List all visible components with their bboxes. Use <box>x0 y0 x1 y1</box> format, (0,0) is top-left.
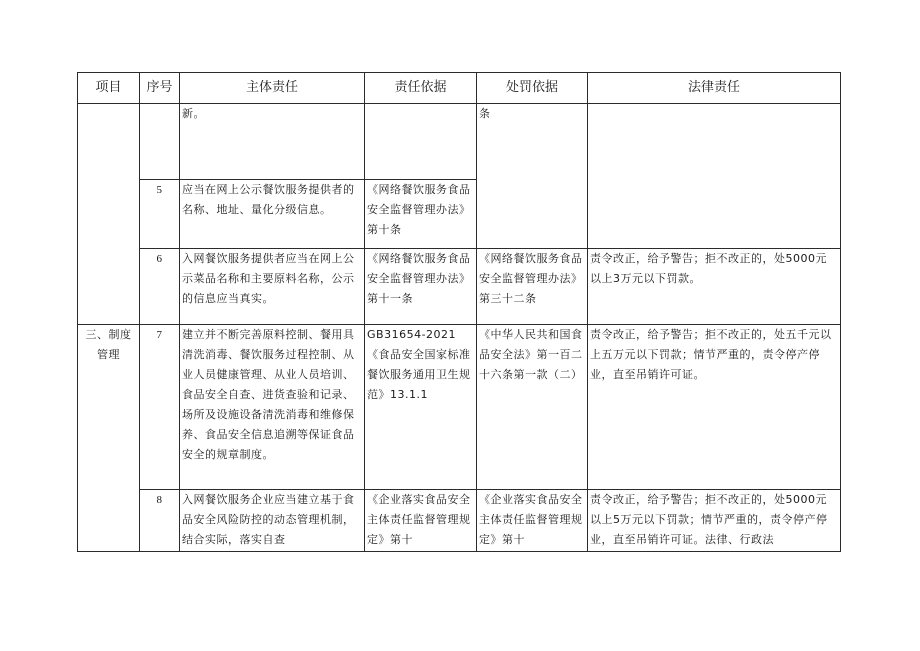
header-seq: 序号 <box>140 73 180 104</box>
basis-cell: 《网络餐饮服务食品安全监督管理办法》第十条 <box>365 180 477 249</box>
seq-cell: 5 <box>140 180 180 249</box>
table-row <box>78 325 841 490</box>
legal-cell: 责令改正，给予警告；拒不改正的，处5000元以上5万元以下罚款；情节严重的，责令停产停业，直至吊销许可证。法律、行政法 <box>588 490 841 552</box>
header-row <box>78 73 841 104</box>
responsibility-table <box>77 72 841 552</box>
penalty-cell: 条 <box>477 104 588 249</box>
table-row <box>78 490 841 552</box>
seq-cell: 8 <box>140 490 180 552</box>
seq-cell: 7 <box>140 325 180 490</box>
main-responsibility-cell: 入网餐饮服务提供者应当在网上公示菜品名称和主要原料名称，公示的信息应当真实。 <box>180 249 365 325</box>
legal-cell: 责令改正，给予警告；拒不改正的，处5000元以上3万元以下罚款。 <box>588 249 841 325</box>
item-cell <box>78 104 140 325</box>
legal-cell: 责令改正，给予警告；拒不改正的，处五千元以上五万元以下罚款；情节严重的，责令停产停业，直至吊销许可证。 <box>588 325 841 490</box>
legal-cell <box>588 104 841 249</box>
item-cell: 三、制度管理 <box>78 325 140 552</box>
basis-cell: 《网络餐饮服务食品安全监督管理办法》第十一条 <box>365 249 477 325</box>
main-responsibility-cell: 应当在网上公示餐饮服务提供者的名称、地址、量化分级信息。 <box>180 180 365 249</box>
penalty-cell: 《中华人民共和国食品安全法》第一百二十六条第一款（二） <box>477 325 588 490</box>
header-main-responsibility: 主体责任 <box>180 73 365 104</box>
main-responsibility-cell: 建立并不断完善原料控制、餐用具清洗消毒、餐饮服务过程控制、从业人员健康管理、从业人员培训、食品安全自查、进货查验和记录、场所及设施设备清洗消毒和维修保养、食品安全信息追溯等保证食品安全的规章制度。 <box>180 325 365 490</box>
table-row <box>78 104 841 180</box>
main-responsibility-cell: 新。 <box>180 104 365 180</box>
basis-cell <box>365 104 477 180</box>
header-legal-liability: 法律责任 <box>588 73 841 104</box>
table-row <box>78 249 841 325</box>
header-penalty-basis: 处罚依据 <box>477 73 588 104</box>
penalty-cell: 《网络餐饮服务食品安全监督管理办法》第三十二条 <box>477 249 588 325</box>
penalty-cell: 《企业落实食品安全主体责任监督管理规定》第十 <box>477 490 588 552</box>
main-responsibility-cell: 入网餐饮服务企业应当建立基于食品安全风险防控的动态管理机制，结合实际，落实自查 <box>180 490 365 552</box>
basis-cell: GB31654-2021《食品安全国家标准餐饮服务通用卫生规范》13.1.1 <box>365 325 477 490</box>
basis-cell: 《企业落实食品安全主体责任监督管理规定》第十 <box>365 490 477 552</box>
seq-cell <box>140 104 180 180</box>
header-item: 项目 <box>78 73 140 104</box>
header-responsibility-basis: 责任依据 <box>365 73 477 104</box>
seq-cell: 6 <box>140 249 180 325</box>
